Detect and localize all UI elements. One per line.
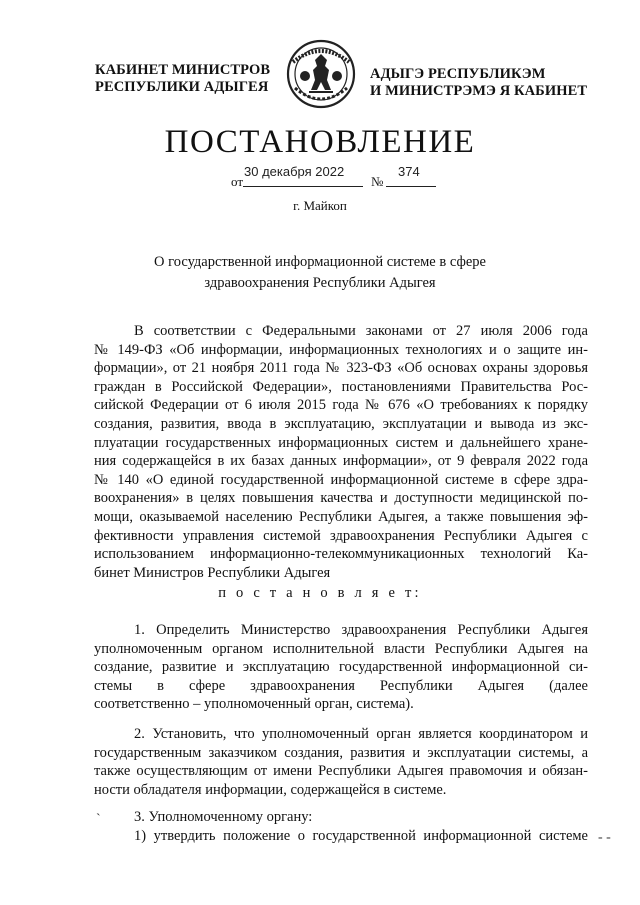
- item-line: 3. Уполномоченному органу:: [134, 809, 313, 825]
- issuer-line: РЕСПУБЛИКИ АДЫГЕЯ: [95, 79, 269, 95]
- number-underline: [386, 186, 436, 187]
- item-line: создание, развитие и эксплуатацию государственной информационной си-: [94, 659, 588, 676]
- item-line: 1. Определить Министерство здравоохранения Республики Адыгея: [134, 622, 588, 638]
- preamble-line: ния содержащейся в их базах данных информации», от 9 февраля 2022 года: [94, 453, 588, 470]
- scan-mark: `: [96, 812, 101, 827]
- document-title: ПОСТАНОВЛЕНИЕ: [164, 124, 476, 160]
- coat-of-arms-emblem-icon: [285, 38, 357, 110]
- issuer-line: И МИНИСТРЭМЭ Я КАБИНЕТ: [370, 83, 588, 99]
- preamble-line: формации», от 21 ноября 2011 года № 323-ФЗ «Об основах охраны здоровья: [94, 360, 588, 377]
- resolves-heading: п о с т а н о в л я е т:: [218, 585, 422, 601]
- item-line: государственным заказчиком создания, развития и эксплуатации системы, а: [94, 744, 588, 761]
- preamble-line: мощи, оказываемой населению Республики Адыгея, а также повышения эф-: [94, 508, 588, 525]
- document-subject: [120, 252, 520, 294]
- item-line: 1) утвердить положение о государственной информационной системе: [134, 827, 588, 844]
- preamble-line: плуатации государственных информационных систем и дальнейшего хране-: [94, 434, 588, 451]
- preamble-line: воохранения» в целях повышения качества и доступности медицинской по-: [94, 490, 588, 507]
- subject-line: О государственной информационной системе в сфере: [154, 254, 486, 270]
- scan-mark: - -: [598, 830, 611, 845]
- city: г. Майкоп: [293, 198, 347, 213]
- item-line: 2. Установить, что уполномоченный орган является координатором и: [134, 726, 588, 742]
- preamble-line: бинет Министров Республики Адыгея: [94, 564, 331, 581]
- item-2-paragraph: [94, 725, 588, 799]
- preamble-line: В соответствии с Федеральными законами от 27 июля 2006 года: [134, 323, 588, 339]
- date-value: 30 декабря 2022: [244, 164, 345, 179]
- preamble-line: № 140 «О единой государственной информационной системе в сфере здра-: [94, 471, 588, 488]
- item-line: ности обладателя информации, содержащейся в системе.: [94, 781, 447, 798]
- number-label: №: [371, 174, 384, 189]
- preamble-line: создания, развития, ввода в эксплуатацию, эксплуатации и вывода из экс-: [94, 415, 588, 432]
- item-line: уполномоченным органом исполнительной власти Республики Адыгея на: [94, 640, 588, 657]
- item-line: стемы в сфере здравоохранения Республики Адыгея (далее: [94, 677, 588, 694]
- date-label: от: [231, 174, 244, 189]
- issuer-line: КАБИНЕТ МИНИСТРОВ: [95, 62, 271, 78]
- date-number-row: [0, 164, 640, 192]
- issuer-name-adyghe: [370, 66, 587, 100]
- preamble-line: № 149-ФЗ «Об информации, информационных технологиях и о защите ин-: [94, 341, 588, 358]
- preamble-paragraph: [94, 322, 588, 582]
- preamble-line: использованием информационно-телекоммуникационных технологий Ка-: [94, 546, 588, 563]
- issuer-line: АДЫГЭ РЕСПУБЛИКЭМ: [370, 66, 546, 82]
- item-line: соответственно – уполномоченный орган, система).: [94, 696, 414, 713]
- item-1-paragraph: [94, 621, 588, 714]
- item-line: также осуществляющим от имени Республики Адыгея правомочия и обязан-: [94, 763, 588, 780]
- subject-line: здравоохранения Республики Адыгея: [204, 275, 436, 291]
- number-value: 374: [398, 164, 420, 179]
- preamble-line: граждан в Российской Федерации», постановлениями Правительства Рос-: [94, 378, 588, 395]
- issuer-name-russian: [95, 62, 270, 96]
- date-underline: [243, 186, 363, 187]
- preamble-line: фективности управления системой здравоохранения Республики Адыгея с: [94, 527, 588, 544]
- preamble-line: сийской Федерации от 6 июля 2015 года № 676 «О требованиях к порядку: [94, 397, 588, 414]
- item-3-paragraph: [94, 808, 588, 845]
